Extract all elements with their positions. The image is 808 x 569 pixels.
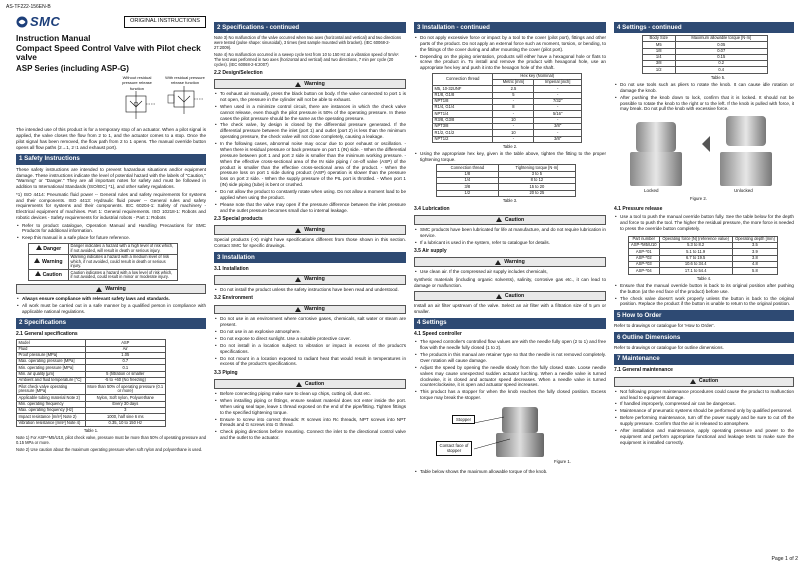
subsection-title: 3.4 Lubrication [414,205,450,212]
table-cell: 4.8 [732,262,777,268]
table-cell: 3/8" [534,136,582,142]
list-item: • The check valve doesn't work properly unless the button is back to the original position. Replace the product if the button is unable to return to the original position. [614,296,794,308]
table-cell: NPT1/4 [433,111,493,117]
section-safety: 1 Safety Instructions [16,154,206,165]
list-item: • SMC products have been lubricated for life at manufacture, and do not require lubrication in service. [414,227,606,239]
figure-caption: Figure 2. [690,195,707,201]
list-item: • Always ensure compliance with relevant safety laws and standards. [16,296,206,302]
hex-key-table [432,73,582,143]
torque-table [436,164,576,196]
caution-label: Caution [504,292,525,299]
caution-bar [614,377,794,387]
table-cell: Every 30 days [85,401,165,407]
list-item: • Ensure to screw into correct threads: R screws into Rc threads, NPT screws into NPT threads and G screws into G thread. [214,417,406,429]
table-cell: M5 [643,42,676,48]
table-cell: 1/2 [437,190,499,196]
table-header: Connection thread [437,165,499,171]
table-cell: Max. operating frequency [Hz] [17,407,86,413]
hazard-text: Warning indicates a hazard with a medium level of risk which, if not avoided, could result in death or serious injury. [69,254,178,270]
table-cell: 8 to 12 [498,178,575,184]
table-row [643,67,768,73]
column-1 [16,14,206,453]
table-caption: Table 1. [83,427,99,433]
column-4 [614,22,794,447]
list-item: • In the following cases, abnormal noise may occur due to poor exhaust or oscillation. - When there is residual pressure or back pressure on port 1 (IN) side. - When the differential pressure between port 1 and port 2 side is smaller than the minimum working pressure. - When the effective cross-sectional area of the IN side piping / on-off valve (ASP) of the product is smaller than the effective cross-sectional area of the product. - When the pressure loss on port 1 side during product (ASP) operation is slower than the pressure loss on port 2 side. - When the supply pressure of the PIL port is throttled. - When port 1 (IN) side piping (tube) is bent or crushed. [214,141,406,188]
safety-intro: These safety instructions are intended to prevent hazardous situations and/or equipment damage. These instructions indicate the level of potential hazard with the labels of "Caution," "Warning" or "Danger." They are all important notes for safety and must be followed in addition to International Standards (ISO/IEC) *1), and other safety regulations. [16,166,206,190]
list-item: • This product has a stopper for when the knob reaches the fully closed position. Excess torque may break the stopper. [414,389,606,401]
warning-label: Warning [304,276,325,283]
list-item: • Keep this manual in a safe place for future reference. [16,235,206,241]
table-row [433,136,582,142]
table-header: Metric [mm] [493,79,534,85]
table-cell: NPT1/2 [433,136,493,142]
list-item: • Depending on the piping orientation, products will either have a hexagonal hole or flats to screw the product in. To install and remove the product with hexagonal hole, use an appropriate hex key and push it into the hexagon hole of the shaft. [414,54,606,72]
hazard-label: Caution [42,272,62,279]
table-cell: 3 to 5 [498,171,575,177]
table-cell: More than 50% of operating pressure (0.1 or more) [85,384,165,395]
table-cell: Model [17,340,86,346]
table-cell: - [493,98,534,104]
note: Note 1) For ASP-*M5/U10, pilot check valve, pressure must be more than 50% of operating pressure and 0.15 MPa or more. [16,435,206,446]
label-with-residual: With residual pressure release function [165,75,205,86]
table-header: Tightening torque [N·m] [498,165,575,171]
warning-bar [214,225,406,235]
table-cell: 8 [493,105,534,111]
table-cell: - [534,130,582,136]
table-row [17,420,166,426]
label-contact-face: Contact face of stopper [436,441,472,456]
caution-label: Caution [698,378,719,385]
knob-lock-illustration [614,114,794,194]
table-cell: 3/8 [643,61,676,67]
table-cell: 20 to 25 [498,190,575,196]
warning-label: Warning [304,306,325,313]
table-cell: 0.7 [85,359,165,365]
table-cell: 1/4 [437,178,499,184]
table-header: Operating depth [mm] [732,236,777,242]
section-specifications: 2 Specifications [16,318,206,329]
table-header: Operating force [N] (reference value) [659,236,732,242]
table-cell: ASP-*01 [629,249,660,255]
caution-label: Caution [304,380,325,387]
table-row [629,268,778,274]
subsection-title: 7.1 General maintenance [614,367,673,374]
list-item: • Maintenance of pneumatic systems should be performed only by qualified personnel. [614,408,794,414]
table-caption: Table 5. [710,74,726,80]
table-cell: 1/4 [643,54,676,60]
table-cell: 0.1 [85,365,165,371]
table-row [437,190,576,196]
warning-label: Warning [304,80,325,87]
table-cell: 0.4 [675,67,768,73]
list-item: • Table below shows the maximum allowable torque of the knob. [414,469,606,475]
smc-logo-icon [16,16,28,28]
table-cell: - [534,92,582,98]
table-cell: Ambient and fluid temperature [°C] [17,378,86,384]
symbols-block [16,75,206,127]
table-cell: 1/8 [437,171,499,177]
section-spec-continued: 2 Specifications - continued [214,22,406,33]
table-cell: Proof pressure [MPa] [17,352,86,358]
warning-label: Warning [105,286,126,293]
list-item: • The check valve, by design is closed by the differential pressure generated. If the differential pressure between the inlet (port 1) and outlet (port 2) is less than the minimum operating pressure, the check valve will not close completely, causing a leakage. [214,122,406,140]
section-installation-continued: 3 Installation - continued [414,22,606,33]
table-cell: ASP-*M5/U10 [629,243,660,249]
table-cell: 3.8 [732,255,777,261]
outline-dimensions-text: Refer to drawings or catalogue for outline dimensions. [614,345,724,351]
list-item: • Do not install the product unless the safety instructions have been read and understood. [214,287,406,293]
table-cell: Min. operating frequency [17,401,86,407]
stopper-figure [414,403,606,469]
table-cell: 10 [493,130,534,136]
table-cell: 0.2 [675,61,768,67]
table-cell: ASP-*02 [629,255,660,261]
table-cell: 0.07 [675,48,768,54]
list-item: • Using the appropriate hex key, given in the table above, tighten the fitting to the proper tightening torque. [414,151,606,163]
intro-text: The intended use of this product is for a temporary stop of an actuator. When a pilot signal is applied, the valve closes the flow from 2 to 1, and the actuator comes to a stop. Once the pilot signal has been removed, the flow path from 2 to 1 opens. The manual override button opens all flow paths (2→1, 2↑1 and exhaust port). [16,127,206,150]
table-cell: 5/16" [534,111,582,117]
list-item: • Not following proper maintenance procedures could cause the product to malfunction and lead to equipment damage. [614,389,794,401]
subsection-title: 2.3 Special products [214,216,263,223]
hazard-text: Caution indicates a hazard with a low level of risk which, if not avoided, could result in minor or moderate injury. [69,270,178,281]
table-row [629,262,778,268]
table-cell: R3/8, G3/8 [433,117,493,123]
table-cell: Pilot check valve operating pressure [MPa] [17,384,86,395]
table-cell: 1000, half sine 6 ms [85,414,165,420]
table-cell: 3/8" [534,124,582,130]
note: Note 2) Use caution about the maximum operating pressure when soft nylon and polyurethane is used. [16,446,203,452]
table-cell: R1/4, G1/4 [433,105,493,111]
list-item: • When installing piping or fittings, ensure sealant material does not enter inside the port. When using seal tape, leave 1 thread exposed on the end of the pipe/fitting. Tighten fittings to the specified tightening torque. [214,398,406,416]
warning-bar [214,275,406,285]
table-cell: 1/2 [643,67,676,73]
column-2 [214,22,406,443]
table-cell: - [534,117,582,123]
table-cell: 3 [85,407,165,413]
table-cell: 17.1 to 54.4 [659,268,732,274]
operating-force-table [628,236,778,275]
column-3 [414,22,606,476]
list-item: • Before connecting piping make sure to clean up chips, cutting oil, dust etc. [214,391,406,397]
table-cell: Impact resistance [m/s²] Note 2) [17,414,86,420]
list-item: • If handled improperly, compressed air can be dangerous. [614,401,794,407]
table-cell: Applicable tubing material Note 2) [17,395,86,401]
section-settings-continued: 4 Settings - continued [614,22,794,33]
warning-bar [214,305,406,315]
table-cell: Air [85,346,165,352]
table-header: Hex key (Nominal) [493,73,582,79]
list-item: • Use clean air. If the compressed air supply includes chemicals, [414,269,606,275]
table-cell: ASP [85,340,165,346]
hazard-label: Danger [43,245,62,252]
table-cell: 10.6 to 34.4 [659,262,732,268]
label-unlocked: Unlocked [734,187,753,193]
list-item: • To exhaust air manually, press the black button on body. If the valve connected to port 1 is not open, the pressure in the cylinder will not be able to exhaust. [214,91,406,103]
subsection-title: 2.2 Design/Selection [214,69,263,76]
list-item: • Do not allow the product to constantly rotate when using. Do not allow a moment load to be applied when using the product. [214,189,406,201]
table-cell: 5.1 to 11.9 [659,249,732,255]
list-item: • Please note that the valve may open if the pressure difference between the inlet pressure and the outlet pressure becomes small due to internal leakage. [214,202,406,214]
caution-label: Caution [504,216,525,223]
table-header: Connection thread [433,73,493,86]
table-caption: Table 2. [502,143,518,149]
table-row [629,243,778,249]
list-item: • Before performing maintenance, turn off the power supply and be sure to cut off the supply pressure. Confirm that the air is released to atmosphere. [614,415,794,427]
figure-caption: Figure 1. [554,458,571,464]
table-cell: 2.5 [493,86,534,92]
spec-table [16,339,166,427]
list-item: • If a lubricant is used in the system, refer to catalogue for details. [414,240,606,246]
table-cell: 0.05 [675,42,768,48]
table-header: Part number [629,236,660,242]
table-cell: NPT3/8 [433,124,493,130]
list-item: • Do not use tools such as pliers to rotate the knob. It can cause idle rotation or damage the knob. [614,82,794,94]
pneumatic-symbol-icon [116,91,158,119]
list-item: • Check piping directions before mounting. Connect the inlet to the directional control valve and the outlet to the actuator. [214,429,406,441]
section-settings: 4 Settings [414,318,606,329]
caution-bar [214,379,406,389]
section-how-to-order: 5 How to Order [614,310,794,321]
subsection-title: 4.1 Speed controller [414,331,462,338]
table-cell: 1/8 [643,48,676,54]
air-filter-text: Install an air filter upstream of the valve. Select an air filter with a filtration size of 5 μm or smaller. [414,303,606,315]
table-cell: 10 [493,117,534,123]
original-instructions-box: ORIGINAL INSTRUCTIONS [124,16,206,27]
warning-bar [414,257,606,267]
table-cell: 15 to 20 [498,184,575,190]
table-caption: Table 4. [696,275,712,281]
list-item: • All work must be carried out in a safe manner by a qualified person in compliance with applicable national regulations. [16,303,206,315]
hazard-label: Warning [41,259,63,266]
table-cell: 5.3 to 8.2 [659,243,732,249]
section-outline-dimensions: 6 Outline Dimensions [614,332,794,343]
list-item: • Do not mount in a location exposed to radiant heat that would result in temperatures in excess of the product's specifications. [214,356,406,368]
table-cell: - [493,124,534,130]
table-cell: - [534,105,582,111]
page-number: Page 1 of 2 [771,556,798,563]
logo-text: SMC [30,14,61,29]
table-cell: 6.7 to 19.5 [659,255,732,261]
list-item: • Do not apply excessive force or impact by a tool to the cover (pilot port), fittings and other parts of the product. Do not apply an external force such as moment, torsion, or bending, to the fittings of the cover during and after mounting the cover (pilot port). [414,35,606,53]
note: Note 3) No malfunction of the valve occurred when two axes (horizontal and vertical) and two directions were tested (pulse shape: sinusoidal), 3 times (test sample mounted with bracket). (IEC 60068-2-27:2009). [214,34,402,51]
table-cell: 5 [493,92,534,98]
table-header: Maximum allowable torque [N·m] [675,35,768,41]
warning-label: Warning [304,227,325,234]
list-item: • After installation and maintenance, apply operating pressure and power to the equipment and perform appropriate functional and leakage tests to make sure the equipment is installed correctly. [614,428,794,446]
table-cell: ASP-*03 [629,262,660,268]
list-item: • Use a tool to push the manual override button fully. See the table below for the depth and force to push the tool. The higher the residual pressure, the more force is needed to press the override button completely. [614,214,794,232]
table-cell: ASP-*04 [629,268,660,274]
table-cell: 1.05 [85,352,165,358]
list-item: • The products in this manual are retainer type so that the needle is not removed completely. Over rotation will cause damage. [414,352,606,364]
warning-bar [214,79,406,89]
table-cell: Nylon, Soft nylon, Polyurethane [85,395,165,401]
list-item: • The speed controller's controlled flow values are with the needle fully open (2 to 1) and free flow with the needle fully closed (1 to 2). [414,339,606,351]
subsection-title: 3.2 Environment [214,295,253,302]
table-cell: 5.8 [732,268,777,274]
special-products-text: Special products (-X) might have specifications different from those shown in this section. Contact SMC for specific drawings. [214,237,406,249]
table-header: Body Size [643,35,676,41]
how-to-order-text: Refer to drawings or catalogue for 'How to Order'. [614,323,715,329]
table-cell: Min. air quality [μm] [17,371,86,377]
table-cell: Min. operating pressure [MPa] [17,365,86,371]
air-supply-text: synthetic materials (including organic solvents), salinity, corrosive gas etc., it can lead to damage or malfunction. [414,276,606,288]
table-row [17,384,166,395]
list-item: • After pushing the knob down to lock, confirm that it is locked. It should not be possible to rotate the knob to the right or to the left. If the knob is pulled with force, it may break. Do not pull the knob with excessive force. [614,95,794,113]
table-cell: 3.9 [732,249,777,255]
subsection-title: 3.5 Air supply [414,248,447,255]
manual-title: Instruction Manual [16,33,91,43]
list-item: • Do not install in a location subject to vibration or impact in excess of the product's specifications. [214,343,406,355]
product-title: Compact Speed Control Valve with Pilot check valve [16,42,201,63]
table-cell: 0.35, 10 to 150 Hz [85,420,165,426]
hazard-text: Danger indicates a hazard with a high level of risk which, if not avoided, will result in death or serious injury. [69,243,178,254]
table-cell: NPT1/8 [433,98,493,104]
section-installation: 3 Installation [214,252,406,263]
table-cell: 3/8 [437,184,499,190]
section-maintenance: 7 Maintenance [614,354,794,365]
list-item: • When used in a minimize control circuit, there are instances in which the check valve cannot release, even though the pilot pressure is 50% of the operating pressure. In these cases the pilot pressure should be the same as the operating pressure. [214,104,406,122]
table-cell: Max. operating pressure [MPa] [17,359,86,365]
table-cell: - [534,86,582,92]
subsection-title: 4.1 Pressure release [614,206,663,213]
subsection-title: 3.1 Installation [214,265,249,272]
list-item: • Refer to product catalogue, Operation Manual and Handling Precautions for SMC Products for additional information. [16,223,206,235]
list-item: • Do not use in an explosive atmosphere. [214,329,406,335]
table-cell: Fluid [17,346,86,352]
caution-bar [414,291,606,301]
knob-torque-table [642,35,768,74]
table-cell: M5, 10-32UNF [433,86,493,92]
series-title: ASP Series (including ASP-G) [16,64,129,74]
table-cell: 7/32" [534,98,582,104]
list-item: • Adjust the speed by opening the needle slowly from the fully closed state. Loose needle valves may cause unexpected sudden actuator lurching. When a needle valve is turned clockwise, it is closed and actuator speed decreases. When a needle valve is turned counterclockwise, it is open and actuator speed increases. [414,365,606,389]
knob-lock-figure [614,114,794,204]
note: Note 4) No malfunction occurred in a sweep cycle test from 10 to 150 Hz at a vibration speed of 5m/s². The test was performed in two axes (horizontal and vertical) and two directions, 7 min per cycle (20 cycles). (IEC 60068-2-6:2007) [214,51,400,68]
warning-bar [16,284,206,294]
doc-code: AS-TF222-156EN-B [6,4,51,10]
table-caption: Table 3. [502,197,518,203]
hazard-table [28,243,178,282]
label-no-residual: Without residual pressure release function [122,75,152,91]
pneumatic-symbol-release-icon [164,86,206,114]
subsection-title: 3.3 Piping [214,369,238,376]
smc-logo [16,14,60,30]
table-cell: -5 to +60 (No freezing) [85,378,165,384]
list-item: • Do not use in an environment where corrosive gases, chemicals, salt water or steam are present. [214,316,406,328]
table-cell: - [493,111,534,117]
table-cell: R1/2, G1/2 [433,130,493,136]
table-cell: Vibration resistance [m/s²] Note 4) [17,420,86,426]
table-cell: 0.15 [675,54,768,60]
warning-label: Warning [504,259,525,265]
table-cell: 5 (filtration or smaller [85,371,165,377]
table-header: Imperial [inch] [534,79,582,85]
list-item: • Do not expose to direct sunlight. Use a suitable protective cover. [214,336,406,342]
caution-bar [414,215,606,225]
table-cell: - [493,136,534,142]
list-item: • Ensure that the manual override button is back to its original position after pushing the button (at the end face of the product) before use. [614,283,794,295]
label-stopper: Stopper [452,415,475,425]
label-locked: Locked [644,187,659,193]
safety-standards: *1) ISO 4414: Pneumatic fluid power -- General rules and safety requirements for systems and their components. ISO 4413: Hydraulic fluid power -- General rules and safety requirements for systems and their components. IEC 60204-1: Safety of machinery - Electrical equipment of machines. Part 1: General requirements. ISO 10218-1: Robots and robotic devices - Safety requirements for industrial robots - Part 1: Robots [16,191,206,221]
table-cell: 3.5 [732,243,777,249]
subsection-title: 2.1 General specifications [16,331,78,338]
table-cell: R1/8, G1/8 [433,92,493,98]
